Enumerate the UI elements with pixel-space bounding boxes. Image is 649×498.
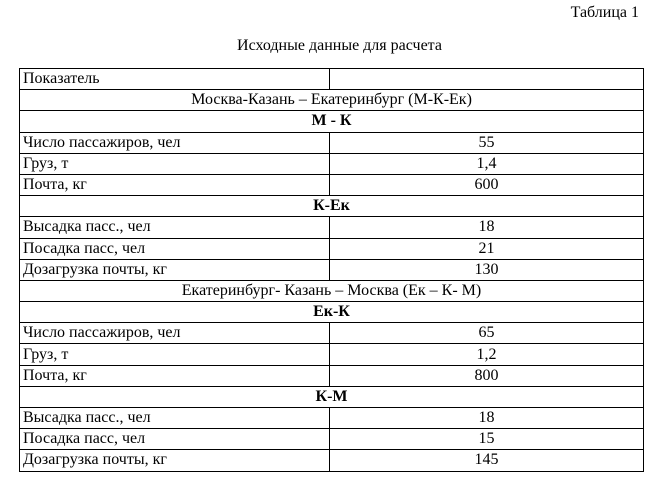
indicator-value-cell: 21 <box>330 238 644 259</box>
indicator-value-cell: 65 <box>330 323 644 344</box>
indicator-value-cell: 15 <box>330 429 644 450</box>
route-row <box>20 280 644 301</box>
indicator-value-cell: 18 <box>330 217 644 238</box>
table-body <box>20 69 644 472</box>
segment-row <box>20 302 644 323</box>
indicator-name-cell: Почта, кг <box>20 365 330 386</box>
indicator-value-cell: 55 <box>330 132 644 153</box>
route-title-cell: Екатеринбург- Казань – Москва (Ек – К- М) <box>20 280 644 301</box>
table-row <box>20 132 644 153</box>
table-row <box>20 323 644 344</box>
route-title-cell: Москва-Казань – Екатеринбург (М-К-Ек) <box>20 90 644 111</box>
table-row <box>20 344 644 365</box>
segment-row <box>20 196 644 217</box>
table-row <box>20 450 644 471</box>
table-caption: Исходные данные для расчета <box>237 37 442 54</box>
indicator-name-cell: Число пассажиров, чел <box>20 132 330 153</box>
table-row <box>20 217 644 238</box>
table-row <box>20 174 644 195</box>
indicator-value-cell: 1,2 <box>330 344 644 365</box>
indicator-value-cell: 130 <box>330 259 644 280</box>
indicator-value-cell: 800 <box>330 365 644 386</box>
segment-title-cell: К-М <box>20 386 644 407</box>
segment-title-cell: М - К <box>20 111 644 132</box>
route-row <box>20 90 644 111</box>
indicator-name-cell: Высадка пасс., чел <box>20 408 330 429</box>
indicator-name-cell: Посадка пасс, чел <box>20 429 330 450</box>
indicator-name-cell: Дозагрузка почты, кг <box>20 450 330 471</box>
indicator-name-cell: Дозагрузка почты, кг <box>20 259 330 280</box>
data-table <box>19 68 644 472</box>
indicator-name-cell: Почта, кг <box>20 174 330 195</box>
indicator-value-cell: 1,4 <box>330 153 644 174</box>
indicator-name-cell: Груз, т <box>20 153 330 174</box>
table-row <box>20 259 644 280</box>
indicator-value-cell: 18 <box>330 408 644 429</box>
table-row <box>20 429 644 450</box>
header-row <box>20 69 644 90</box>
table-row <box>20 153 644 174</box>
indicator-value-cell: 600 <box>330 174 644 195</box>
segment-title-cell: Ек-К <box>20 302 644 323</box>
indicator-name-cell: Высадка пасс., чел <box>20 217 330 238</box>
table-row <box>20 365 644 386</box>
table-row <box>20 238 644 259</box>
segment-row <box>20 386 644 407</box>
indicator-name-cell: Груз, т <box>20 344 330 365</box>
segment-title-cell: К-Ек <box>20 196 644 217</box>
header-value-cell <box>330 69 644 90</box>
indicator-name-cell: Число пассажиров, чел <box>20 323 330 344</box>
header-indicator-cell: Показатель <box>20 69 330 90</box>
indicator-value-cell: 145 <box>330 450 644 471</box>
table-row <box>20 408 644 429</box>
table-number-label: Таблица 1 <box>570 4 639 21</box>
segment-row <box>20 111 644 132</box>
indicator-name-cell: Посадка пасс, чел <box>20 238 330 259</box>
